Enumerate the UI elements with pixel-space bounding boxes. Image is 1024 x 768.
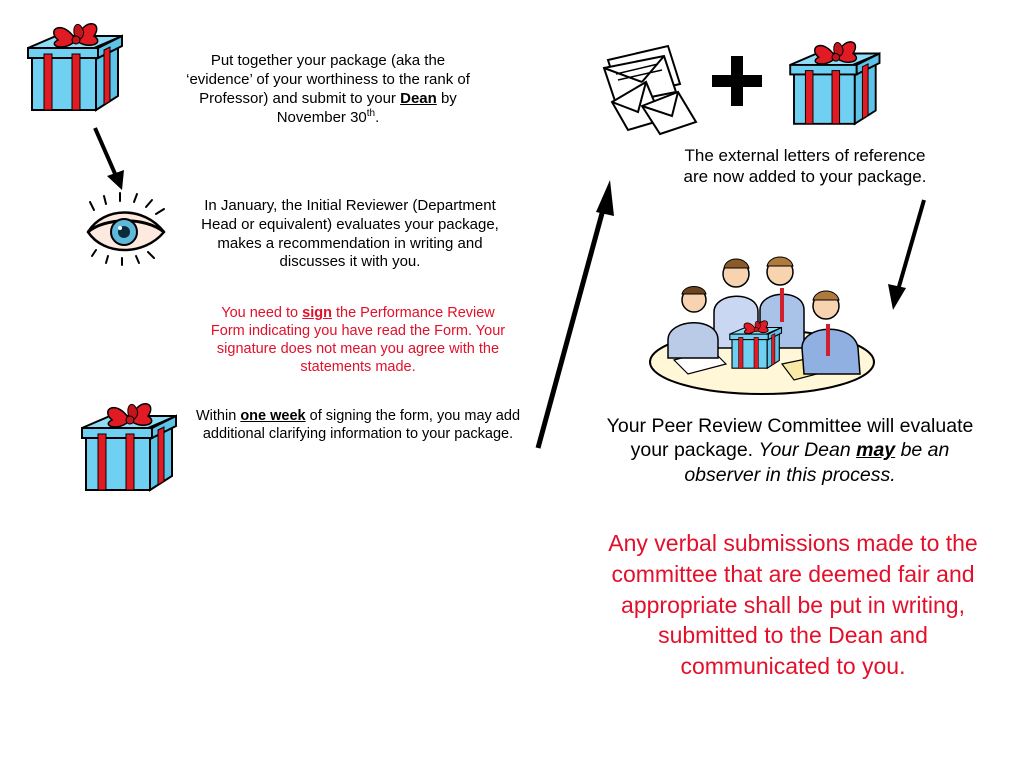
sign-emphasis: sign <box>302 305 332 321</box>
step-submit-line3b: by <box>440 89 457 107</box>
plus-icon <box>712 56 762 106</box>
gift-box-icon <box>790 42 879 124</box>
eye-icon <box>88 193 164 265</box>
dean-emphasis: Dean <box>400 89 437 107</box>
week-note-before: Within <box>196 408 237 424</box>
sign-note-after: the Performance Review Form indicating you have read the Form. Your signature does not mean you agree with the statements made. <box>210 305 506 376</box>
sign-note-before: You need to <box>221 305 299 321</box>
sign-note <box>206 304 510 377</box>
peer-review-plain: Your Peer Review Committee will evaluate your package. <box>606 415 974 462</box>
verbal-submissions-note: Any verbal submissions made to the committee that are deemed fair and appropriate shall be put in writing, submitted to the Dean and communicated to you. <box>608 530 978 680</box>
arrow-down-icon <box>888 200 924 310</box>
superscript-th: th <box>366 108 376 120</box>
week-note-after: of signing the form, you may add additional clarifying information to your package. <box>202 408 521 443</box>
one-week-emphasis: one week <box>240 408 306 424</box>
gift-box-icon <box>82 404 176 490</box>
step-submit-line3a: Professor) and submit to your <box>199 89 396 107</box>
step-peer-review <box>600 414 980 487</box>
peer-review-italic1: Your Dean <box>758 439 851 462</box>
step-submit-package <box>160 52 496 128</box>
arrow-up-icon <box>538 180 614 448</box>
meeting-people-icon <box>650 257 874 394</box>
peer-review-italic2: be an observer in this process. <box>684 439 950 486</box>
step-submit-period: . <box>375 109 380 127</box>
gift-box-icon <box>28 24 122 110</box>
step-submit-line2: ‘evidence’ of your worthiness to the rank of <box>186 70 470 88</box>
step-external-letters <box>640 145 970 188</box>
arrow-down-icon <box>95 128 124 190</box>
step-submit-line4: November 30 <box>276 109 367 127</box>
external-letters-line2: are now added to your package. <box>683 167 927 187</box>
one-week-note <box>196 407 520 443</box>
external-letters-line1: The external letters of reference <box>684 146 926 165</box>
step-initial-reviewer: In January, the Initial Reviewer (Department Head or equivalent) evaluates your package, makes a recommendation in writing and discusses it with you. <box>201 197 499 271</box>
step-submit-line1: Put together your package (aka the <box>210 52 446 69</box>
envelopes-icon <box>604 46 696 134</box>
may-emphasis: may <box>856 439 896 462</box>
